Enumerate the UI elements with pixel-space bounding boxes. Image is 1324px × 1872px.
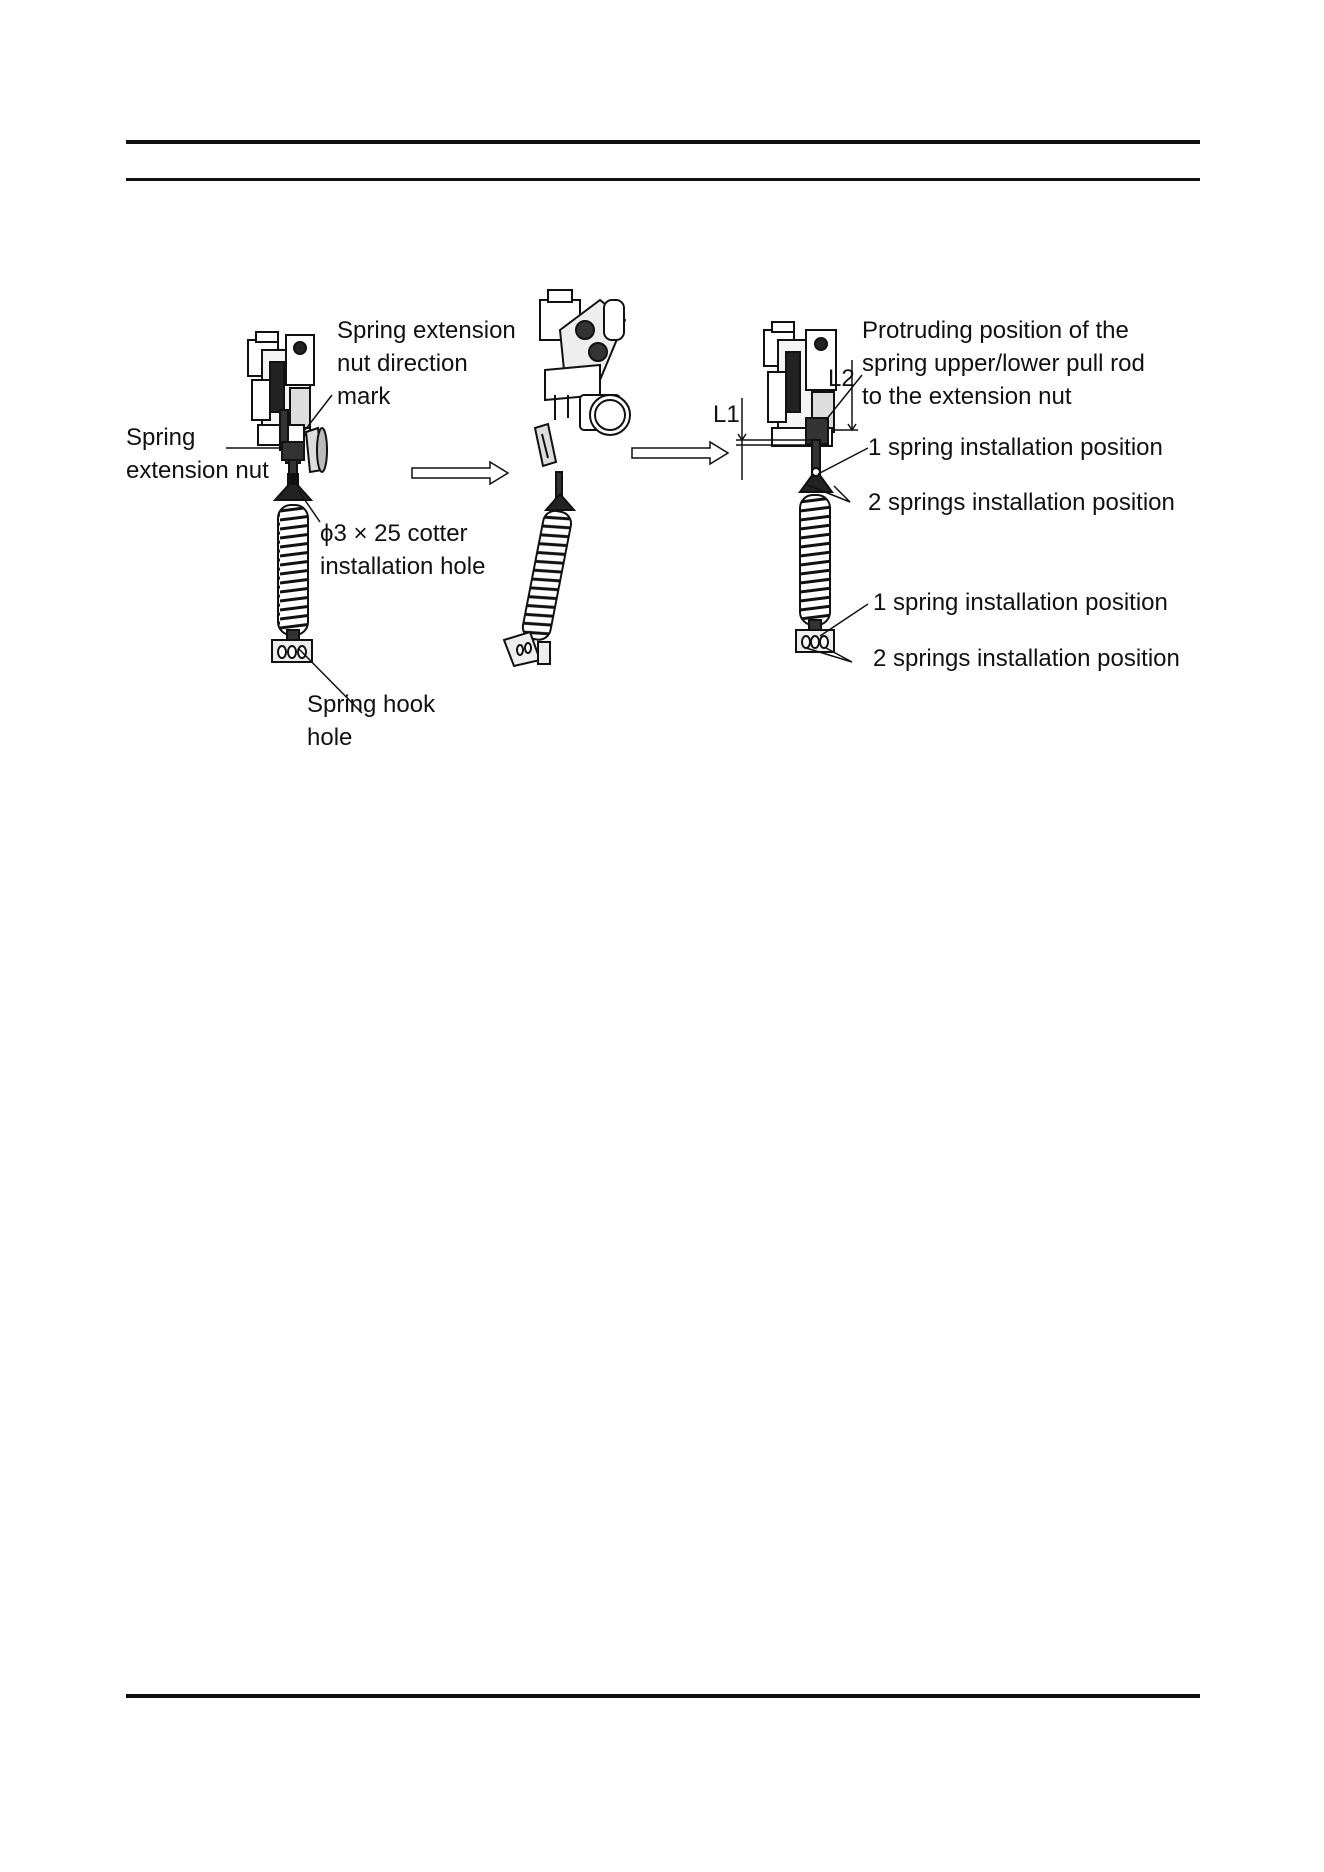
spring-upper-seat-tilted: [546, 494, 574, 510]
label-upper-two-springs-position: 2 springs installation position: [868, 489, 1175, 516]
label-dimension-l1: L1: [713, 401, 740, 428]
spring-hook-plate: [272, 640, 312, 662]
step-3-assembly: [764, 322, 836, 652]
spring-coil: [278, 505, 308, 635]
right-arrow-icon: [632, 442, 728, 464]
label-lower-two-springs-position: 2 springs installation position: [873, 645, 1180, 672]
step-1-assembly: [248, 332, 327, 662]
extension-nut-detached: [535, 424, 556, 466]
label-protruding-position: Protruding position of the spring upper/lower pull rod to the extension nut: [862, 317, 1145, 410]
label-nut-direction-mark: Spring extension nut direction mark: [337, 317, 516, 410]
spring-upper-seat: [275, 474, 311, 500]
step-2-assembly: [504, 290, 630, 666]
spring-coil: [800, 495, 830, 625]
label-lower-one-spring-position: 1 spring installation position: [873, 589, 1168, 616]
label-spring-extension-nut: Spring extension nut: [126, 424, 269, 484]
mechanism-tilted-view: [540, 290, 630, 435]
label-dimension-l2: L2: [828, 365, 855, 392]
spring-coil-tilted: [521, 509, 573, 642]
right-arrow-icon: [412, 462, 508, 484]
label-spring-hook-hole: Spring hook hole: [307, 691, 436, 751]
label-upper-one-spring-position: 1 spring installation position: [868, 434, 1163, 461]
label-cotter-installation-hole: ϕ3 × 25 cotter installation hole: [320, 520, 486, 580]
